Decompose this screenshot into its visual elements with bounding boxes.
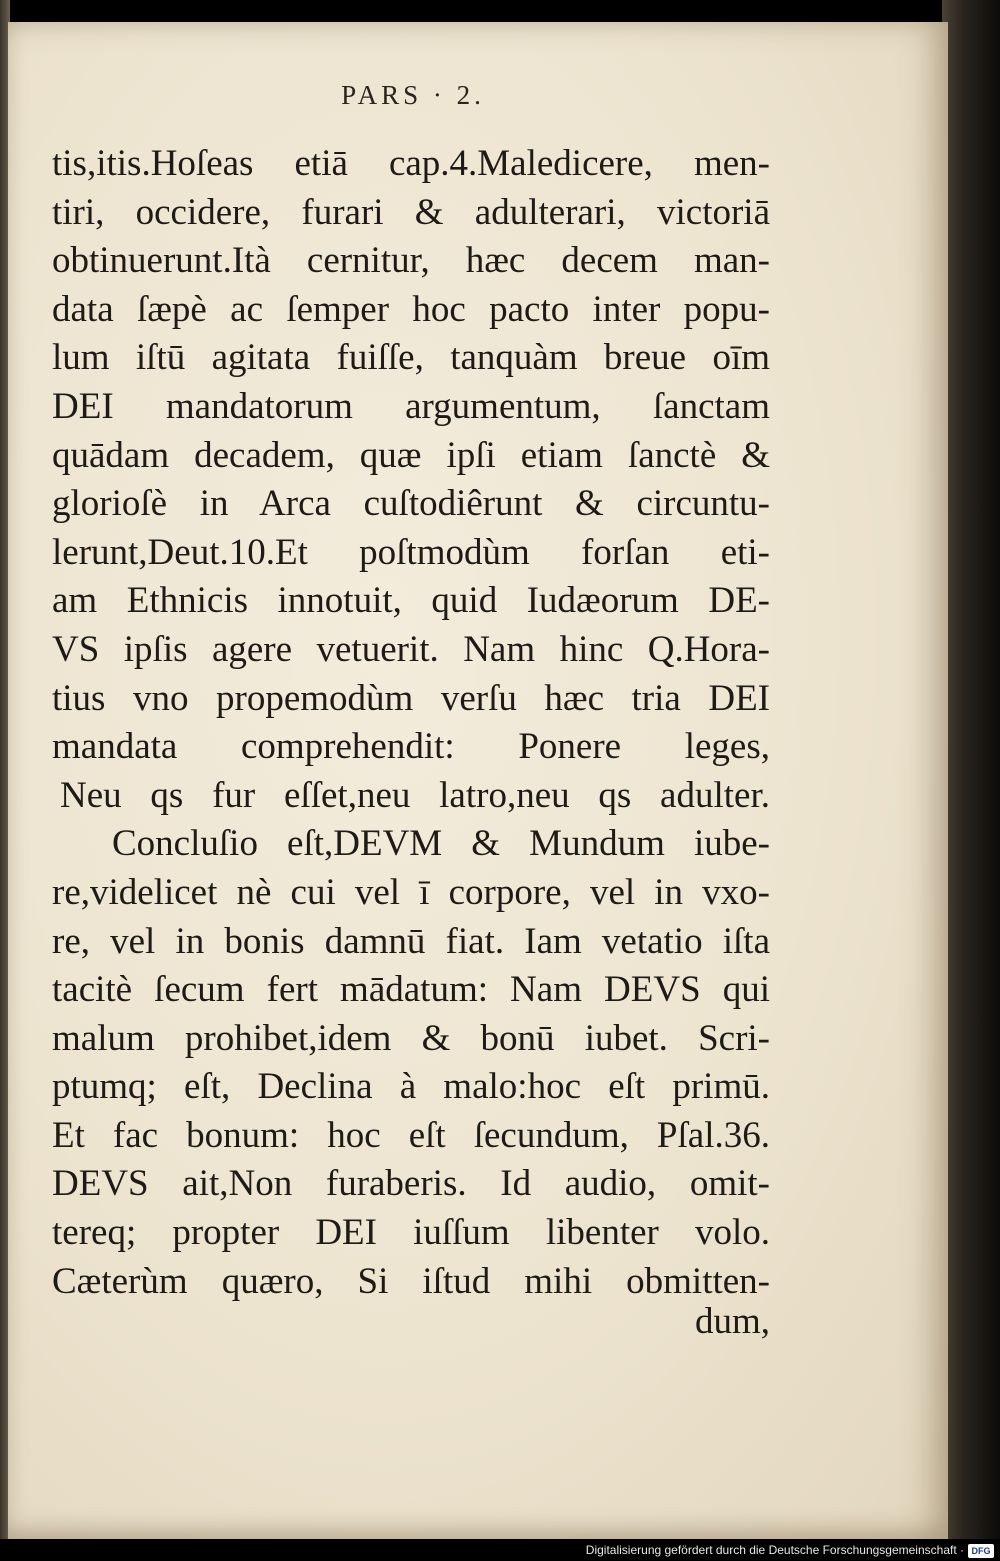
text-block (52, 140, 770, 1306)
dfg-logo-icon: DFG (968, 1544, 994, 1558)
text-line-5: lum iſtū agitata fuiſſe, tanquàm breue oīm (52, 337, 770, 379)
text-line-8: glorioſè in Arca cuſtodiêrunt & circuntu- (52, 483, 770, 525)
text-line-9: lerunt,Deut.10.Et poſtmodùm forſan eti- (52, 531, 770, 573)
text-line-18: tacitè ſecum fert mādatum: Nam DEVS qui (52, 969, 770, 1011)
text-line-6: DEI mandatorum argumentum, ſanctam (52, 385, 770, 427)
text-line-20: ptumq; eſt, Declina à malo:hoc eſt primū. (52, 1066, 770, 1108)
text-line-7: quādam decadem, quæ ipſi etiam ſanctè & (52, 434, 770, 476)
book-page (8, 22, 948, 1540)
book-binding (942, 0, 1000, 1561)
text-line-17: re, vel in bonis damnū fiat. Iam vetatio iſta (52, 920, 770, 962)
text-line-19: malum prohibet,idem & bonū iubet. Scri- (52, 1017, 770, 1059)
text-line-15: Concluſio eſt,DEVM & Mundum iube- (112, 823, 770, 865)
text-line-4: data ſæpè ac ſemper hoc pacto inter popu- (52, 288, 770, 330)
catchword: dum, (694, 1301, 770, 1342)
text-line-1: tis,itis.Hoſeas etiā cap.4.Maledicere, men- (52, 143, 770, 184)
running-head: PARS · 2. (341, 80, 485, 110)
text-line-10: am Ethnicis innotuit, quid Iudæorum DE- (52, 580, 770, 622)
text-line-16: re,videlicet nè cui vel ī corpore, vel in vxo- (52, 871, 770, 913)
funding-notice: Digitalisierung gefördert durch die Deutsche Forschungsgemeinschaft · (585, 1543, 964, 1557)
text-line-21: Et fac bonum: hoc eſt ſecundum, Pſal.36. (52, 1114, 770, 1156)
text-line-11: VS ipſis agere vetuerit. Nam hinc Q.Hora- (52, 628, 770, 670)
text-line-22: DEVS ait,Non furaberis. Id audio, omit- (52, 1163, 770, 1205)
text-line-13: mandata comprehendit: Ponere leges, (52, 726, 770, 768)
footer-bar (0, 1539, 1000, 1561)
text-line-12: tius vno propemodùm verſu hæc tria DEI (52, 677, 770, 719)
text-line-3: obtinuerunt.Ità cernitur, hæc decem man- (52, 240, 770, 282)
text-line-14: Neu qs fur eſſet,neu latro,neu qs adulter. (60, 774, 770, 816)
text-line-24: Cæterùm quæro, Si iſtud mihi obmitten- (52, 1260, 770, 1302)
text-line-23: tereq; propter DEI iuſſum libenter volo. (52, 1212, 770, 1254)
text-line-2: tiri, occidere, furari & adulterari, victoriā (52, 191, 770, 233)
